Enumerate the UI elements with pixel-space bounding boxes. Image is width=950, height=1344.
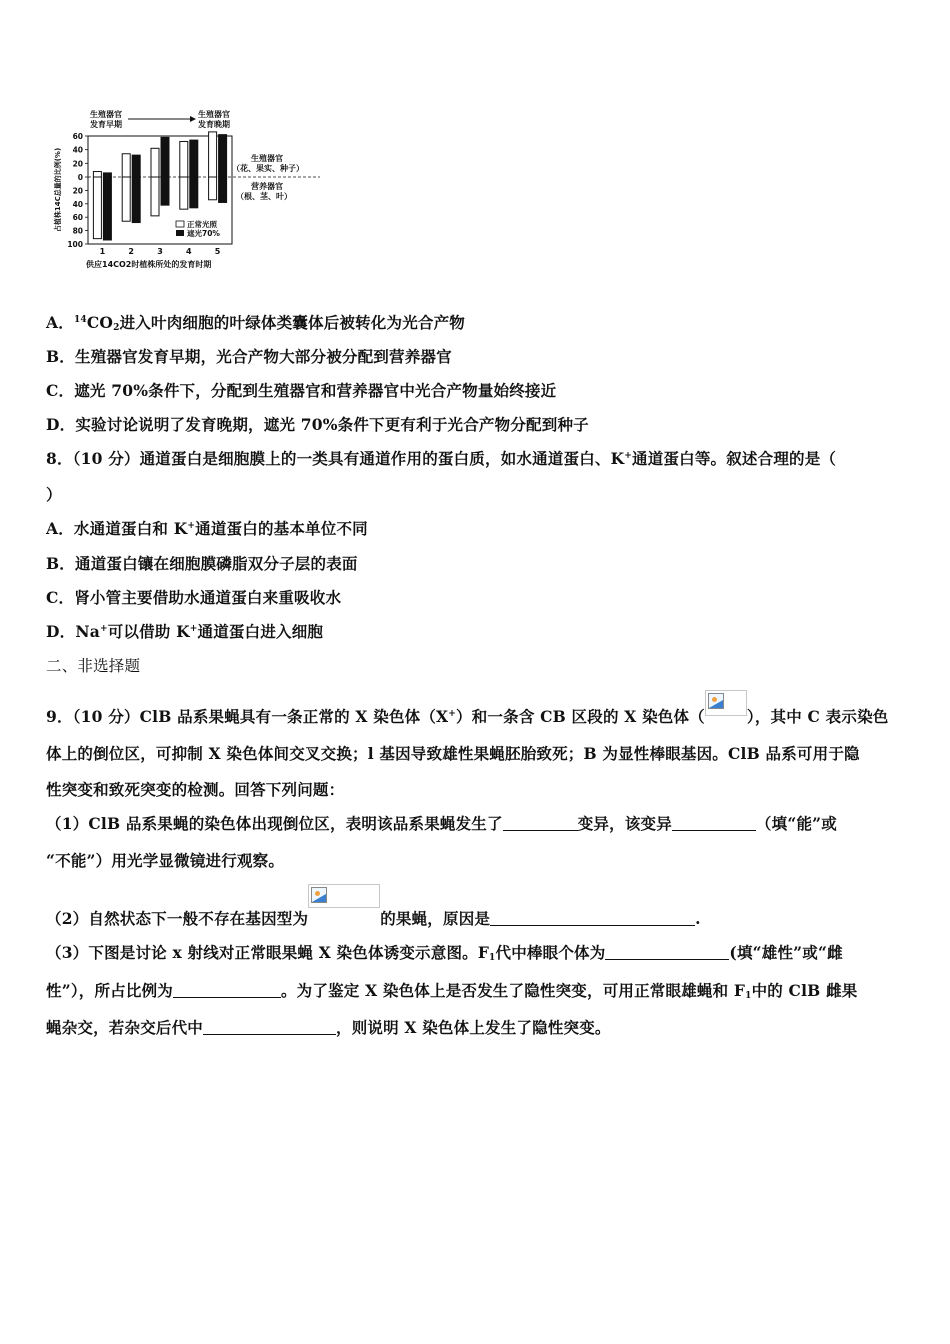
q8-stem — [46, 447, 836, 469]
q9-part-3-c: (填“雄性”或“雌 — [729, 943, 843, 962]
q9-part-1-a: （1）ClB 品系果蝇的染色体出现倒位区，表明该品系果蝇发生了 — [46, 814, 503, 833]
legend-swatch-normal — [176, 221, 184, 227]
y-tick-label: 20 — [72, 159, 83, 169]
bar-vegetative-normal — [93, 177, 101, 239]
q7-option-c: C．遮光 70%条件下，分配到生殖器官和营养器官中光合产物量始终接近 — [46, 381, 557, 400]
q9-part-1-cont: “不能”）用光学显微镜进行观察。 — [46, 851, 285, 870]
x-axis-label-suffix: 时植株所处的发育时期 — [131, 260, 212, 269]
top-label-left-1: 生殖器官 — [90, 110, 122, 119]
q9-line-1 — [46, 690, 888, 727]
q7-option-a-rest: 进入叶肉细胞的叶绿体类囊体后被转化为光合产物 — [119, 313, 465, 332]
answer-blank-1[interactable] — [503, 816, 578, 831]
answer-blank-6[interactable] — [203, 1020, 336, 1035]
time-arrow-head — [190, 116, 196, 122]
x-axis-label-chem: 14CO2 — [102, 260, 132, 269]
top-label-right-1: 生殖器官 — [198, 110, 230, 119]
bar-reproductive-normal — [151, 148, 159, 177]
bar-vegetative-shade — [103, 177, 111, 240]
answer-blank-2[interactable] — [672, 816, 756, 831]
q8-stem-b: 通道蛋白等。叙述合理的是（ — [632, 449, 837, 468]
q7-option-a-chem: CO — [86, 313, 114, 332]
q8-option-d — [46, 620, 323, 642]
bar-vegetative-normal — [209, 177, 217, 200]
y-ticks — [67, 132, 88, 249]
bar-reproductive-shade — [132, 155, 140, 177]
y-tick-label: 80 — [72, 226, 83, 236]
bar-vegetative-shade — [219, 177, 227, 202]
right-label-bottom-1: 营养器官 — [251, 182, 283, 191]
q9-part-1-b: 变异，该变异 — [577, 814, 672, 833]
q9-line-1-sup: + — [448, 709, 457, 719]
top-label-right-2: 发育晚期 — [198, 120, 230, 129]
q9-part-3-f: 中的 ClB 雌果 — [751, 981, 858, 1000]
q9-part-3-h: ，则说明 X 染色体上发生了隐性突变。 — [336, 1018, 611, 1037]
legend-swatch-shade — [176, 230, 184, 236]
q9-part-2-a: （2）自然状态下一般不存在基因型为 — [46, 909, 309, 928]
q7-option-b: B．生殖器官发育早期，光合产物大部分被分配到营养器官 — [46, 347, 452, 366]
right-label-bottom-2: （根、茎、叶） — [236, 192, 292, 201]
answer-blank-4[interactable] — [605, 945, 729, 960]
q8-stem-sup: + — [624, 451, 633, 461]
q8-option-c: C．肾小管主要借助水通道蛋白来重吸收水 — [46, 588, 342, 607]
q8-option-a-sup: + — [187, 521, 196, 531]
genotype-image-placeholder — [308, 884, 380, 908]
y-axis-label: 占植株14C总量的比例(%) — [54, 147, 62, 233]
y-tick-label: 60 — [72, 132, 83, 141]
y-tick-label: 100 — [67, 240, 83, 249]
q8-option-a — [46, 517, 368, 539]
q8-option-d-2: 可以借助 K — [107, 622, 190, 641]
q9-part-3-cont — [46, 979, 857, 1001]
q9-line-1-a: 9．（10 分）ClB 品系果蝇具有一条正常的 X 染色体（X — [46, 707, 449, 726]
bar-reproductive-normal — [180, 141, 188, 177]
section-heading: 二、非选择题 — [46, 657, 141, 675]
q7-option-a-sub: 2 — [113, 323, 120, 333]
q8-option-b: B．通道蛋白镶在细胞膜磷脂双分子层的表面 — [46, 554, 358, 573]
bar-reproductive-normal — [209, 132, 217, 177]
q9-line-3: 性突变和致死突变的检测。回答下列问题： — [46, 780, 345, 799]
q9-part-2-c: . — [695, 909, 701, 928]
broken-image-icon — [708, 693, 724, 709]
bar-vegetative-shade — [132, 177, 140, 223]
bar-reproductive-shade — [161, 137, 169, 177]
bar-vegetative-normal — [122, 177, 130, 221]
q7-option-a-sup: 14 — [73, 315, 87, 325]
x-tick-label: 2 — [128, 247, 134, 256]
q9-part-3-sub2: 1 — [745, 991, 752, 1001]
q9-part-3 — [46, 941, 843, 963]
q8-option-d-1: D．Na — [46, 622, 100, 641]
q8-option-d-sup1: + — [99, 624, 108, 634]
q9-line-1-b: ）和一条含 CB 区段的 X 染色体（ — [456, 707, 705, 726]
q9-part-2-b: 的果蝇，原因是 — [380, 909, 491, 928]
answer-blank-5[interactable] — [173, 983, 281, 998]
q8-option-d-sup2: + — [189, 624, 198, 634]
q9-part-3-cont2 — [46, 1016, 611, 1038]
q8-option-d-3: 通道蛋白进入细胞 — [197, 622, 324, 641]
q9-part-2 — [46, 884, 701, 929]
bar-vegetative-normal — [180, 177, 188, 209]
q9-part-3-e: 。为了鉴定 X 染色体上是否发生了隐性突变，可用正常眼雄蝇和 F — [280, 981, 746, 1000]
q8-option-a-1: A．水通道蛋白和 K — [46, 519, 188, 538]
q9-part-1 — [46, 812, 837, 834]
top-label-left-2: 发育早期 — [90, 120, 122, 129]
legend-normal-label: 正常光照 — [187, 220, 217, 229]
q7-option-d: D．实验讨论说明了发育晚期，遮光 70%条件下更有利于光合产物分配到种子 — [46, 415, 589, 434]
bar-vegetative-shade — [161, 177, 169, 205]
x-axis-label-prefix: 供应 — [86, 260, 102, 269]
y-tick-label: 60 — [72, 213, 83, 223]
right-label-top-1: 生殖器官 — [251, 154, 283, 163]
y-tick-label: 0 — [77, 173, 83, 182]
q9-line-1-c: ），其中 C 表示染色 — [746, 707, 889, 726]
q7-option-a — [46, 311, 465, 333]
allocation-bar-chart — [50, 104, 340, 274]
q9-part-3-g: 蝇杂交，若杂交后代中 — [46, 1018, 204, 1037]
y-tick-label: 40 — [72, 145, 83, 155]
x-tick-label: 3 — [157, 247, 163, 256]
bar-reproductive-normal — [122, 154, 130, 177]
q9-part-3-sub: 1 — [489, 953, 496, 963]
q9-part-3-b: 代中棒眼个体为 — [495, 943, 606, 962]
answer-blank-3[interactable] — [490, 911, 695, 926]
q9-part-1-c: （填“能”或 — [755, 814, 837, 833]
y-tick-label: 20 — [72, 186, 83, 196]
right-label-top-2: （花、果实、种子） — [232, 164, 304, 173]
x-axis-label — [86, 259, 211, 269]
q8-stem-a: 8．（10 分）通道蛋白是细胞膜上的一类具有通道作用的蛋白质，如水通道蛋白、K — [46, 449, 625, 468]
broken-image-icon — [311, 887, 327, 903]
x-tick-label: 5 — [214, 247, 221, 256]
y-tick-label: 40 — [72, 199, 83, 209]
q7-option-a-prefix: A． — [46, 313, 74, 332]
q9-line-2: 体上的倒位区，可抑制 X 染色体间交叉交换；l 基因导致雄性果蝇胚胎致死；B 为显性棒眼基因。ClB 品系可用于隐 — [46, 744, 860, 763]
q8-option-a-2: 通道蛋白的基本单位不同 — [195, 519, 368, 538]
q9-part-3-d: 性”），所占比例为 — [46, 981, 173, 1000]
bar-reproductive-shade — [190, 140, 198, 177]
legend-shade-label: 遮光70% — [187, 229, 220, 238]
bar-reproductive-shade — [219, 135, 227, 177]
bar-vegetative-normal — [151, 177, 159, 216]
x-ticks — [100, 247, 221, 256]
q8-stem-close: ） — [46, 485, 62, 504]
bar-reproductive-shade — [103, 173, 111, 177]
x-tick-label: 4 — [186, 247, 192, 256]
q9-part-3-a: （3）下图是讨论 x 射线对正常眼果蝇 X 染色体诱变示意图。F — [46, 943, 490, 962]
bar-reproductive-normal — [93, 172, 101, 177]
chromosome-image-placeholder — [705, 690, 747, 716]
x-tick-label: 1 — [99, 247, 106, 256]
bar-vegetative-shade — [190, 177, 198, 208]
